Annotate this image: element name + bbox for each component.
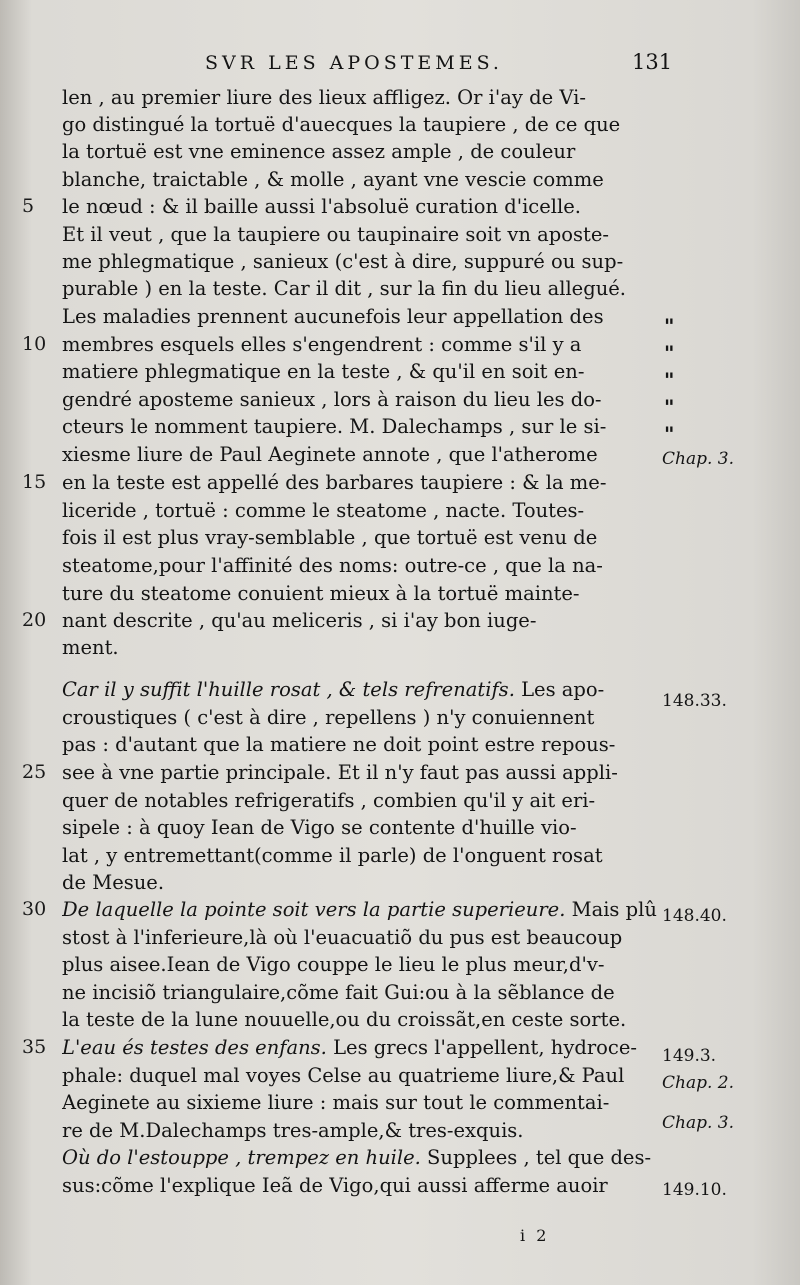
text-line	[62, 84, 662, 111]
line-text: membres esquels elles s'engendrent : comme s'il y a	[62, 333, 582, 356]
line-text: Et il veut , que la taupiere ou taupinaire soit vn aposte-	[62, 223, 609, 246]
margin-note-reference: 149.10.	[662, 1180, 727, 1200]
text-line	[62, 111, 662, 138]
text-line	[62, 358, 662, 385]
text-line	[62, 1144, 662, 1171]
text-line	[62, 166, 662, 193]
signature-mark: i 2	[520, 1226, 550, 1245]
line-text: matiere phlegmatique en la teste , & qu'il en soit en-	[62, 360, 585, 383]
text-line	[62, 1006, 662, 1033]
line-text: ne incisiõ triangulaire,cõme fait Gui:ou à la sẽblance de	[62, 981, 615, 1004]
line-text: fois il est plus vray-semblable , que tortuë est venu de	[62, 526, 598, 549]
text-line	[62, 138, 662, 165]
text-line	[62, 497, 662, 524]
margin-note-reference: 148.40.	[662, 906, 727, 926]
quote-mark: "	[664, 368, 675, 392]
line-text: Supplees , tel que des-	[420, 1146, 652, 1169]
line-text: ture du steatome conuient mieux à la tortuë mainte-	[62, 582, 580, 605]
line-text: re de M.Dalechamps tres-ample,& tres-exquis.	[62, 1119, 524, 1142]
line-number: 25	[22, 761, 47, 783]
line-number: 15	[22, 471, 47, 493]
text-line	[62, 979, 662, 1006]
text-line	[62, 1034, 662, 1061]
text-line	[62, 634, 662, 661]
line-number: 5	[22, 195, 35, 217]
text-line	[62, 524, 662, 551]
page-header	[0, 50, 800, 82]
line-text: la tortuë est vne eminence assez ample , de couleur	[62, 140, 576, 163]
line-text: sus:cõme l'explique Ieã de Vigo,qui aussi afferme auoir	[62, 1174, 608, 1197]
line-text: see à vne partie principale. Et il n'y faut pas aussi appli-	[62, 761, 618, 784]
line-text: le nœud : & il baille aussi l'absoluë curation d'icelle.	[62, 195, 581, 218]
text-line	[62, 924, 662, 951]
quote-mark: "	[664, 341, 675, 365]
text-line	[62, 842, 662, 869]
text-line	[62, 193, 662, 220]
page-number: 131	[632, 50, 673, 74]
margin-note-reference: 149.3.	[662, 1046, 717, 1066]
line-text: la teste de la lune nouuelle,ou du croissãt,en ceste sorte.	[62, 1008, 627, 1031]
quote-mark: "	[664, 395, 675, 419]
lemma-text: L'eau és testes des enfans.	[62, 1036, 327, 1059]
text-line	[62, 441, 662, 468]
lemma-text: Où do l'estouppe , trempez en huile.	[62, 1146, 421, 1169]
text-line	[62, 248, 662, 275]
line-text: gendré aposteme sanieux , lors à raison du lieu les do-	[62, 388, 602, 411]
line-text: sipele : à quoy Iean de Vigo se contente d'huille vio-	[62, 816, 577, 839]
text-line	[62, 814, 662, 841]
text-line	[62, 1089, 662, 1116]
line-text: steatome,pour l'affinité des noms: outre-ce , que la na-	[62, 554, 603, 577]
line-text: ment.	[62, 636, 119, 659]
text-line	[62, 704, 662, 731]
line-text: len , au premier liure des lieux affligez. Or i'ay de Vi-	[62, 86, 586, 109]
text-line	[62, 731, 662, 758]
text-line	[62, 787, 662, 814]
quote-mark: "	[664, 422, 675, 446]
text-line	[62, 759, 662, 786]
line-text: go distingué la tortuë d'auecques la taupiere , de ce que	[62, 113, 621, 136]
line-text: purable ) en la teste. Car il dit , sur la fin du lieu allegué.	[62, 277, 626, 300]
text-line	[62, 951, 662, 978]
text-line	[62, 676, 662, 703]
text-line	[62, 221, 662, 248]
line-text: Aeginete au sixieme liure : mais sur tout le commentai-	[62, 1091, 610, 1114]
line-text: Les maladies prennent aucunefois leur appellation des	[62, 305, 604, 328]
line-text: cteurs le nomment taupiere. M. Dalechamps , sur le si-	[62, 415, 607, 438]
line-number: 10	[22, 333, 47, 355]
text-line	[62, 1172, 662, 1199]
quote-mark: "	[664, 314, 675, 338]
line-text: liceride , tortuë : comme le steatome , nacte. Toutes-	[62, 499, 585, 522]
lemma-text: Car il y suffit l'huille rosat , & tels refrenatifs.	[62, 678, 515, 701]
line-text: Mais plû	[565, 898, 657, 921]
line-text: de Mesue.	[62, 871, 165, 894]
line-text: stost à l'inferieure,là où l'euacuatiõ du pus est beaucoup	[62, 926, 623, 949]
line-text: nant descrite , qu'au meliceris , si i'ay bon iuge-	[62, 609, 537, 632]
line-text: xiesme liure de Paul Aeginete annote , que l'atherome	[62, 443, 598, 466]
text-line	[62, 607, 662, 634]
text-line	[62, 1117, 662, 1144]
line-text: me phlegmatique , sanieux (c'est à dire, suppuré ou sup-	[62, 250, 624, 273]
line-text: plus aisee.Iean de Vigo couppe le lieu le plus meur,d'v-	[62, 953, 605, 976]
line-text: quer de notables refrigeratifs , combien qu'il y ait eri-	[62, 789, 596, 812]
line-number: 30	[22, 898, 47, 920]
line-text: en la teste est appellé des barbares taupiere : & la me-	[62, 471, 607, 494]
line-number: 20	[22, 609, 47, 631]
text-line	[62, 552, 662, 579]
text-line	[62, 1062, 662, 1089]
line-text: phale: duquel mal voyes Celse au quatrieme liure,& Paul	[62, 1064, 625, 1087]
text-line	[62, 275, 662, 302]
running-head: SVR LES APOSTEMES.	[205, 52, 503, 74]
text-line	[62, 386, 662, 413]
text-line	[62, 869, 662, 896]
line-text: Les apo-	[514, 678, 605, 701]
text-line	[62, 469, 662, 496]
text-line	[62, 896, 662, 923]
lemma-text: De laquelle la pointe soit vers la partie superieure.	[62, 898, 566, 921]
text-line	[62, 580, 662, 607]
text-line	[62, 303, 662, 330]
text-line	[62, 413, 662, 440]
line-number: 35	[22, 1036, 47, 1058]
text-line	[62, 331, 662, 358]
margin-note-chapter: Chap. 3.	[662, 1113, 735, 1133]
line-text: blanche, traictable , & molle , ayant vne vescie comme	[62, 168, 604, 191]
margin-note-reference: 148.33.	[662, 691, 727, 711]
margin-note-chapter: Chap. 3.	[662, 449, 735, 469]
line-text: lat , y entremettant(comme il parle) de l'onguent rosat	[62, 844, 603, 867]
margin-note-chapter: Chap. 2.	[662, 1073, 735, 1093]
line-text: pas : d'autant que la matiere ne doit point estre repous-	[62, 733, 616, 756]
line-text: croustiques ( c'est à dire , repellens ) n'y conuiennent	[62, 706, 595, 729]
line-text: Les grecs l'appellent, hydroce-	[326, 1036, 637, 1059]
